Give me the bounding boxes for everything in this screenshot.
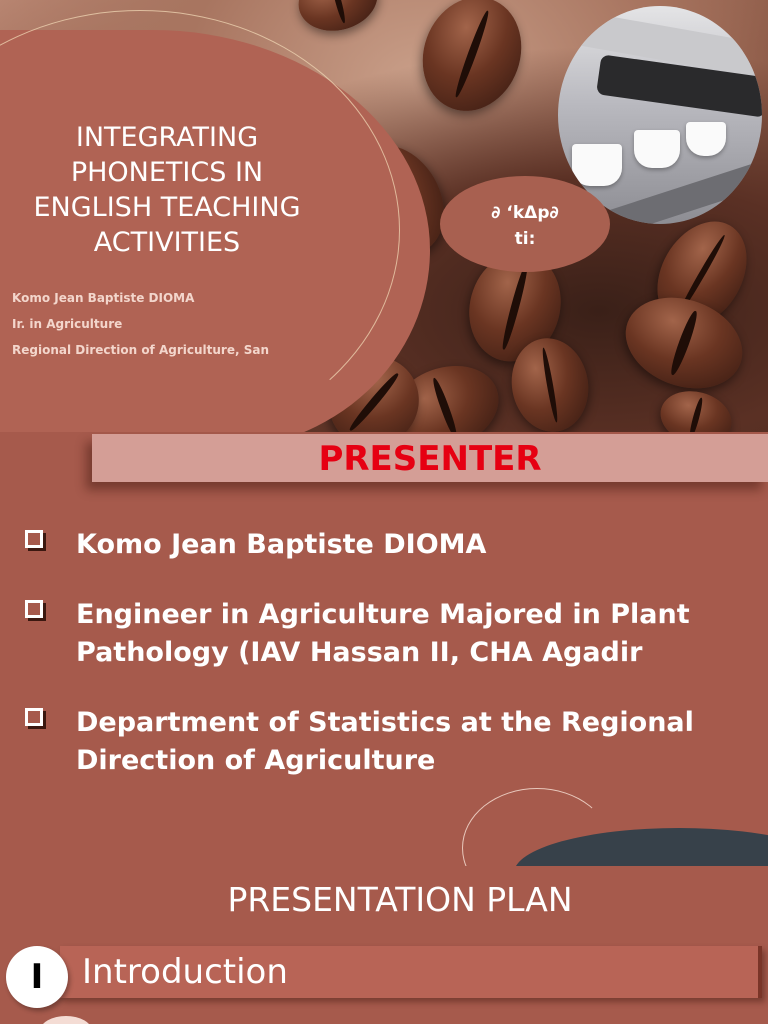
coffee-cup <box>686 122 726 156</box>
list-item <box>22 704 752 780</box>
title-line: ENGLISH TEACHING <box>33 192 301 223</box>
author-name: Komo Jean Baptiste DIOMA <box>12 291 195 305</box>
title-line: PHONETICS IN <box>70 157 264 188</box>
coffee-bean-image <box>292 0 385 39</box>
bullet-text: Engineer in Agriculture Majored in Plant Pathology (IAV Hassan II, CHA Agadir <box>76 599 690 668</box>
author-degree: Ir. in Agriculture <box>12 317 123 331</box>
checkbox-bullet-icon <box>25 530 43 548</box>
checkbox-bullet-icon <box>25 600 43 618</box>
plan-title: PRESENTATION PLAN <box>227 880 573 919</box>
plan-item-label: Introduction <box>82 952 288 992</box>
plan-item-number-next <box>40 1016 92 1024</box>
bullet-text: Department of Statistics at the Regional Direction of Agriculture <box>76 707 694 776</box>
plan-item-number: I <box>6 946 68 1008</box>
presentation-title <box>0 120 334 260</box>
list-item <box>22 596 752 672</box>
plan-item <box>60 946 762 998</box>
presenter-slide <box>0 432 768 866</box>
list-item <box>22 526 752 564</box>
author-affiliation: Regional Direction of Agriculture, San <box>12 343 269 357</box>
presenter-heading: PRESENTER <box>318 439 542 479</box>
coffee-cup <box>634 130 680 168</box>
title-slide <box>0 0 768 432</box>
phonetic-line: ti: <box>514 229 536 249</box>
phonetic-transcription <box>448 200 602 252</box>
coffee-bean-image <box>407 0 537 125</box>
checkbox-bullet-icon <box>25 708 43 726</box>
bullet-text: Komo Jean Baptiste DIOMA <box>76 529 487 560</box>
coffee-cup <box>572 144 622 186</box>
coffee-bean-image <box>654 384 737 432</box>
author-block <box>12 290 282 368</box>
presenter-bullet-list <box>22 526 752 812</box>
title-line: ACTIVITIES <box>93 227 241 258</box>
plan-slide <box>0 866 768 1024</box>
phonetic-line: ∂ ‘kΔp∂ <box>491 203 559 223</box>
coffee-bean-image <box>613 282 755 404</box>
title-line: INTEGRATING <box>75 122 259 153</box>
drip-tray <box>599 152 762 224</box>
